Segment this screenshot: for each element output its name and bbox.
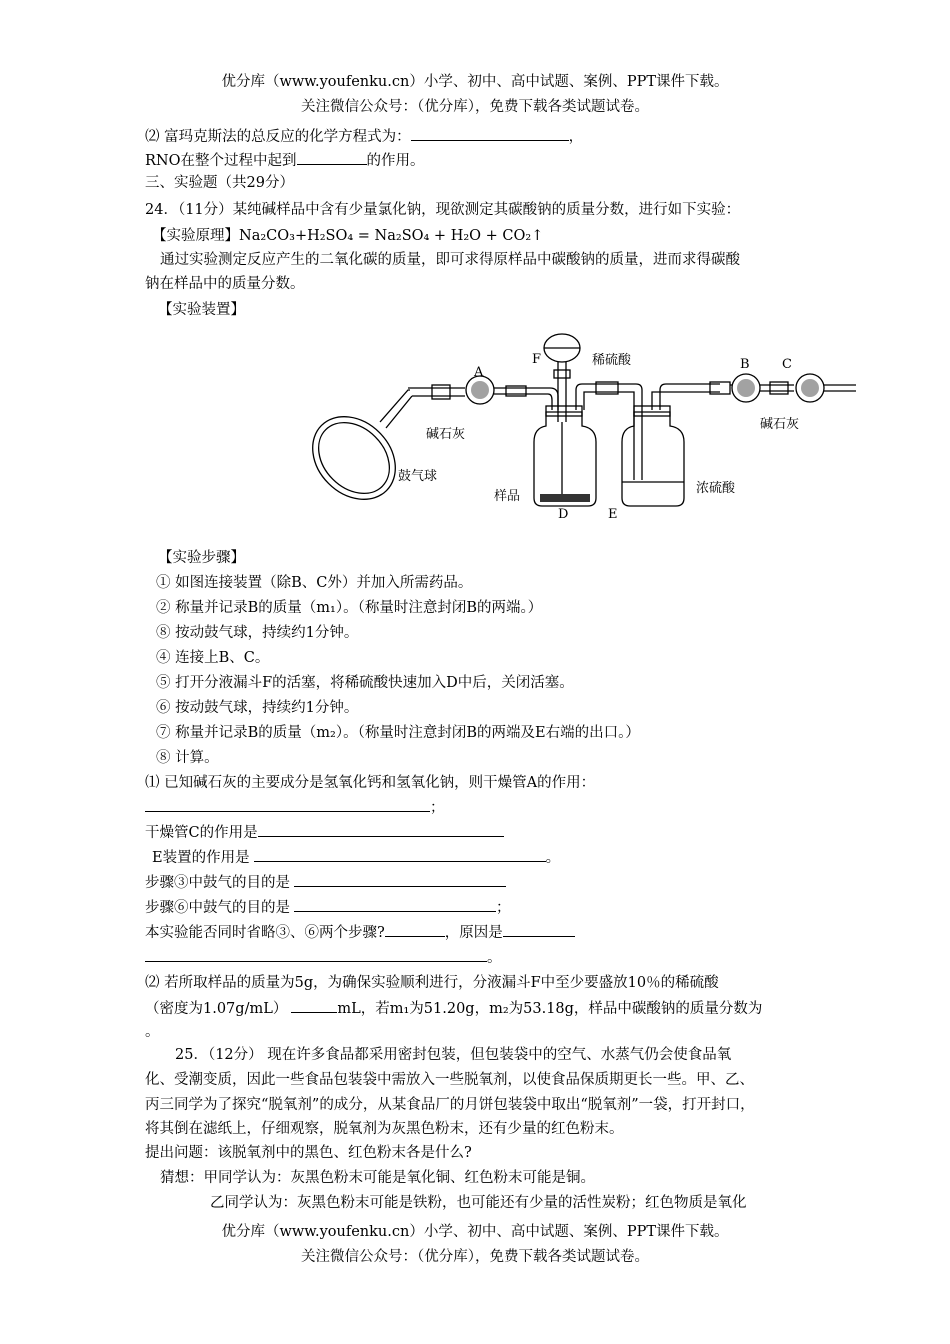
- principle-label: 【实验原理】: [152, 228, 239, 244]
- equation-text: ⑵ 富玛克斯法的总反应的化学方程式为：: [145, 129, 411, 145]
- step-item: ⑥ 按动鼓气球，持续约1分钟。: [156, 700, 359, 716]
- step-item: ⑧ 按动鼓气球，持续约1分钟。: [156, 625, 359, 641]
- steps-label: 【实验步骤】: [158, 550, 245, 566]
- section-title: 三、实验题（共29分）: [145, 175, 294, 191]
- answer-blank[interactable]: [291, 998, 337, 1013]
- c-role-line: [145, 822, 504, 843]
- stopcock: [554, 370, 570, 378]
- step3-line: [145, 872, 506, 893]
- q25-line-2: 化、受潮变质，因此一些食品包装袋中需放入一些脱氧剂，以使食品保质期更长一些。甲、乙、: [145, 1072, 754, 1088]
- connector-left: [432, 385, 450, 399]
- step-item: ④ 连接上B、C。: [156, 650, 270, 666]
- label-sample: 样品: [494, 489, 521, 504]
- q24-intro: 24．（11分）某纯碱样品中含有少量氯化钠，现欲测定其碳酸钠的质量分数，进行如下实验：: [145, 202, 741, 218]
- principle-desc-1: 通过实验测定反应产生的二氧化碳的质量，即可求得原样品中碳酸钠的质量，进而求得碳酸: [160, 252, 740, 268]
- step3-text: 步骤③中鼓气的目的是: [145, 875, 290, 891]
- q24-part2-line3: 。: [145, 1024, 160, 1040]
- answer-blank[interactable]: [254, 847, 546, 862]
- q25-line-4: 将其倒在滤纸上，仔细观察，脱氧剂为灰黑色粉末，还有少量的红色粉末。: [145, 1121, 624, 1137]
- step-item: ⑧ 计算。: [156, 750, 219, 766]
- q25-line-1: 25．（12分） 现在许多食品都采用密封包装，但包装袋中的空气、水蒸气仍会使食品氧: [175, 1047, 732, 1063]
- label-f: F: [532, 352, 542, 367]
- rno-question: [145, 150, 425, 171]
- equation-question: [145, 126, 583, 147]
- punct: 。: [545, 850, 561, 866]
- label-d: D: [558, 507, 569, 522]
- rno-text: RNO在整个过程中起到: [145, 153, 297, 169]
- step-item: ⑦ 称量并记录B的质量（m₂）。（称量时注意封闭B的两端及E右端的出口。）: [156, 725, 640, 741]
- c-role-text: 干燥管C的作用是: [145, 825, 258, 841]
- answer-blank[interactable]: [294, 872, 506, 887]
- punct: ；: [496, 900, 511, 916]
- q25-guess-a: 猜想：甲同学认为：灰黑色粉末可能是氧化铜、红色粉末可能是铜。: [160, 1170, 595, 1186]
- label-b: B: [740, 357, 750, 372]
- omit-line: [145, 922, 575, 943]
- step6-text: 步骤⑥中鼓气的目的是: [145, 900, 290, 916]
- answer-blank[interactable]: [258, 822, 504, 837]
- step-item: ② 称量并记录B的质量（m₁）。（称量时注意封闭B的两端。）: [156, 600, 543, 616]
- label-lime-right: 碱石灰: [760, 417, 800, 432]
- answer-blank[interactable]: [385, 922, 445, 937]
- mass-text: mL，若m₁为51.20g，m₂为53.18g，样品中碳酸钠的质量分数为: [337, 1001, 763, 1017]
- e-role-text: E装置的作用是: [152, 850, 250, 866]
- tube-left: [408, 388, 465, 396]
- q25-guess-b: 乙同学认为：灰黑色粉末可能是铁粉，也可能还有少量的活性炭粉；红色物质是氧化: [210, 1195, 747, 1211]
- answer-blank[interactable]: [145, 797, 430, 812]
- q24-part2-line1: ⑵ 若所取样品的质量为5g，为确保实验顺利进行，分液漏斗F中至少要盛放10％的稀硫酸: [145, 975, 719, 991]
- answer-blank[interactable]: [503, 922, 575, 937]
- label-c: C: [782, 357, 792, 372]
- density-text: （密度为1.07g/mL）: [145, 1001, 288, 1017]
- flask-d: [534, 412, 596, 506]
- reason-text: ，原因是: [444, 925, 503, 941]
- q25-line-3: 丙三同学为了探究“脱氧剂”的成分，从某食品厂的月饼包装袋中取出“脱氧剂”一袋，打开封口，: [145, 1097, 755, 1113]
- lime-c: [801, 379, 819, 397]
- label-e: E: [608, 507, 618, 522]
- bottle-e: [622, 412, 684, 506]
- lime-b: [737, 379, 755, 397]
- connector-bc: [770, 382, 788, 394]
- punct: ，: [568, 129, 584, 145]
- apparatus-diagram: [300, 330, 870, 530]
- air-bulb-inner: [305, 409, 404, 508]
- step6-line: [145, 897, 511, 918]
- funnel-stem: [558, 362, 566, 422]
- punct: 。: [487, 950, 502, 966]
- header-line-2: 关注微信公众号：（优分库），免费下载各类试题试卷。: [301, 99, 649, 115]
- answer-blank[interactable]: [294, 897, 496, 912]
- principle-equation: Na₂CO₃+H₂SO₄ = Na₂SO₄ + H₂O + CO₂↑: [239, 228, 544, 244]
- lime-a: [471, 381, 489, 399]
- answer-blank[interactable]: [145, 947, 487, 962]
- answer-blank[interactable]: [297, 150, 367, 165]
- label-acid: 稀硫酸: [592, 353, 632, 368]
- q25-question: 提出问题：该脱氧剂中的黑色、红色粉末各是什么?: [145, 1145, 472, 1161]
- footer-line-2: 关注微信公众号：（优分库），免费下载各类试题试卷。: [301, 1249, 649, 1265]
- footer-line-1: 优分库（www.youfenku.cn）小学、初中、高中试题、案例、PPT课件下载。: [221, 1224, 729, 1240]
- punct: 的作用。: [366, 153, 425, 169]
- omit-line-2: [145, 947, 502, 968]
- label-bulb: 鼓气球: [398, 469, 438, 484]
- q24-part1: ⑴ 已知碱石灰的主要成分是氢氧化钙和氢氧化钠，则干燥管A的作用：: [145, 775, 596, 791]
- e-role-line: [152, 847, 560, 868]
- tube-d-to-e: [576, 384, 642, 480]
- omit-text: 本实验能否同时省略③、⑥两个步骤?: [145, 925, 385, 941]
- sample-powder: [540, 494, 590, 502]
- label-lime-left: 碱石灰: [426, 427, 466, 442]
- label-a: A: [474, 365, 484, 380]
- tube-c-out: [824, 385, 856, 391]
- q24-part1-answer: [145, 797, 445, 818]
- answer-blank[interactable]: [411, 126, 569, 141]
- label-conc-acid: 浓硫酸: [696, 481, 736, 496]
- header-line-1: 优分库（www.youfenku.cn）小学、初中、高中试题、案例、PPT课件下载。: [221, 74, 729, 90]
- step-item: ⑤ 打开分液漏斗F的活塞，将稀硫酸快速加入D中后，关闭活塞。: [156, 675, 574, 691]
- punct: ；: [430, 800, 445, 816]
- apparatus-label: 【实验装置】: [158, 302, 245, 318]
- q24-part2-line2: [145, 998, 762, 1019]
- step-item: ① 如图连接装置（除B、C外）并加入所需药品。: [156, 575, 473, 591]
- principle-line: [152, 226, 543, 246]
- principle-desc-2: 钠在样品中的质量分数。: [145, 276, 305, 292]
